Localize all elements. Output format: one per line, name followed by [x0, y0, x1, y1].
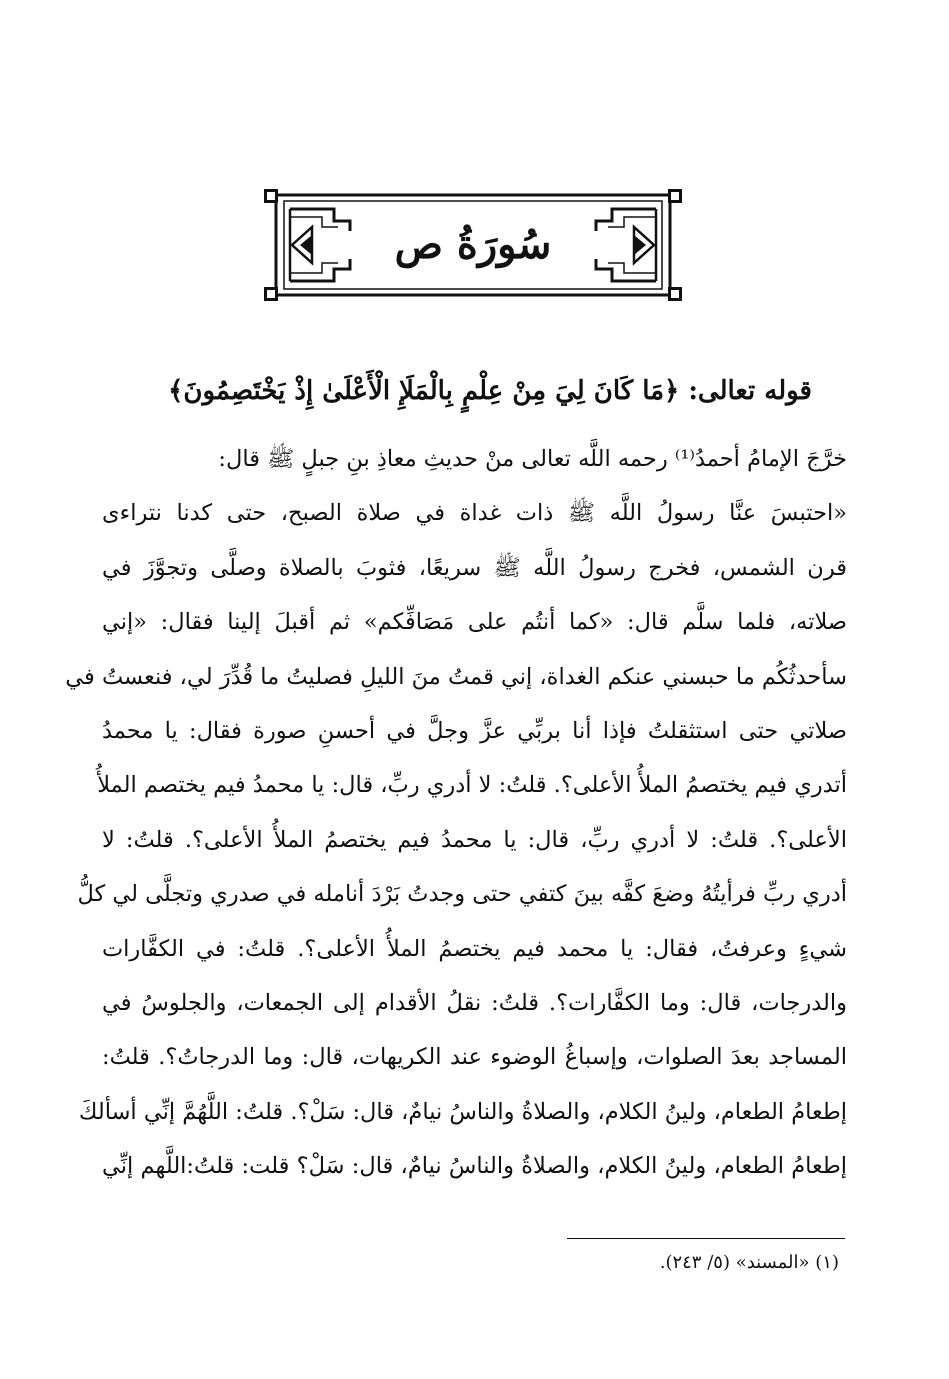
- text-line: خرَّجَ الإمامُ أحمدُ⁽¹⁾ رحمه اللَّه تعالى منْ حديثِ معاذِ بنِ جبلٍ ﷺ قال:: [218, 446, 847, 472]
- verse-heading: قوله تعالى: ﴿مَا كَانَ لِيَ مِنْ عِلْمٍ بِالْمَلَإِ الْأَعْلَىٰ إِذْ يَخْتَصِمُونَ﴾: [168, 376, 812, 406]
- text-line: سأحدثُكُم ما حبسني عنكم الغداة، إني قمتُ منَ الليلِ فصليتُ ما قُدِّرَ لي، فنعستُ في: [65, 663, 847, 690]
- text-line: إطعامُ الطعام، ولينُ الكلام، والصلاةُ والناسُ نيامٌ، قال: سَلْ؟. قلتُ: اللَّهُمَّ إنِّي أسألكَ: [78, 1098, 847, 1125]
- text-line: صلاته، فلما سلَّم قال: «كما أنتُم على مَصَافِّكم» ثم أقبلَ إلينا فقال: «إني: [102, 609, 847, 636]
- text-line: أدري ربِّ فرأيتُهُ وضعَ كفَّه بينَ كتفي حتى وجدتُ بَرْدَ أنامله في صدري وتجلَّى لي كلُّ: [77, 881, 847, 908]
- text-line: قرن الشمس، فخرج رسولُ اللَّه ﷺ سريعًا، فثوبَ بالصلاة وصلَّى وتجوَّزَ في: [102, 554, 847, 581]
- text-line: الأعلى؟. قلتُ: لا أدري ربِّ، قال: يا محمدُ فيم يختصمُ الملأُ الأعلى؟. قلتُ: لا: [102, 826, 847, 853]
- text-line: والدرجات، قال: وما الكفَّارات؟. قلتُ: نقلُ الأقدام إلى الجمعات، والجلوسُ في: [102, 989, 847, 1016]
- surah-title-frame: [262, 187, 684, 303]
- text-line: صلاتي حتى استثقلتُ فإذا أنا بربِّي عزَّ وجلَّ في أحسنِ صورة فقال: يا محمدُ: [102, 717, 847, 744]
- surah-title: سُورَةُ ص: [394, 221, 552, 268]
- text-line: «احتبسَ عنَّا رسولُ اللَّه ﷺ ذات غداة في صلاة الصبح، حتى كدنا نتراءى: [102, 500, 847, 527]
- footnote: (١) «المسند» (٥/ ٢٤٣).: [659, 1252, 839, 1273]
- body-text: [65, 432, 847, 1193]
- footnote-divider: [567, 1238, 845, 1239]
- text-line: شيءٍ وعرفتُ، فقال: يا محمد فيم يختصمُ الملأُ الأعلى؟. قلتُ: في الكفَّارات: [102, 935, 847, 962]
- text-line: المساجد بعدَ الصلوات، وإسباغُ الوضوء عند الكريهات، قال: وما الدرجاتُ؟. قلتُ:: [102, 1044, 847, 1071]
- text-line: أتدري فيم يختصمُ الملأُ الأعلى؟. قلتُ: لا أدري ربِّ، قال: يا محمدُ فيم يختصم الملأُ: [97, 772, 847, 799]
- text-line: إطعامُ الطعام، ولينُ الكلام، والصلاةُ والناسُ نيامٌ، قال: سَلْ؟ قلت: قلتُ:اللَّهم إنِّي: [102, 1153, 847, 1180]
